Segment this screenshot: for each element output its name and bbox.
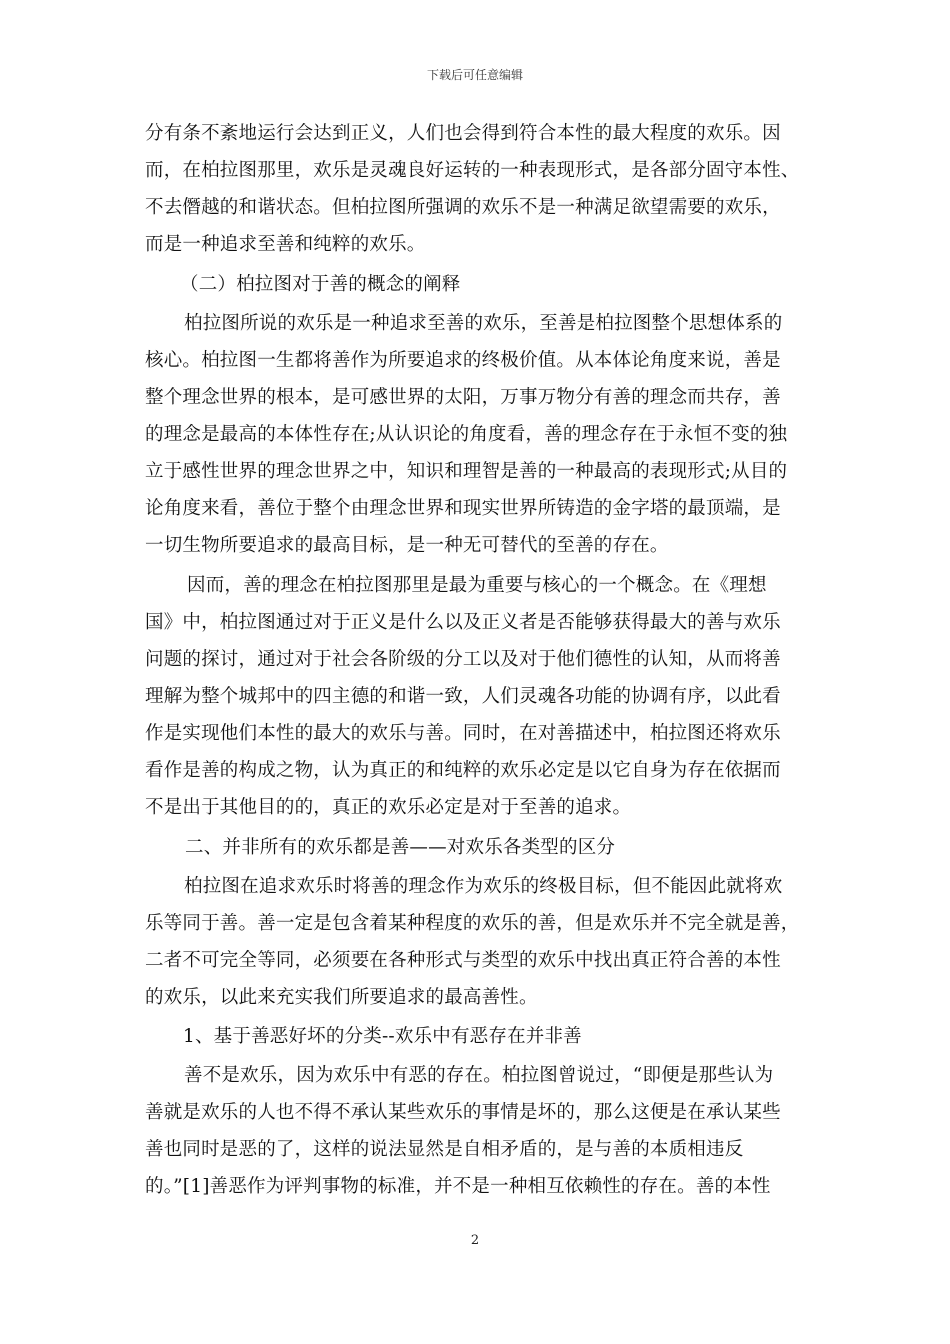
text-line: 分有条不紊地运行会达到正义，人们也会得到符合本性的最大程度的欢乐。因 — [145, 123, 781, 144]
text-line: 核心。柏拉图一生都将善作为所要追求的终极价值。从本体论角度来说，善是 — [145, 350, 781, 371]
text-line: 论角度来看，善位于整个由理念世界和现实世界所铸造的金字塔的最顶端，是 — [145, 498, 781, 519]
text-line: 二者不可完全等同，必须要在各种形式与类型的欢乐中找出真正符合善的本性 — [145, 950, 781, 971]
text-line: 的欢乐，以此来充实我们所要追求的最高善性。 — [145, 987, 538, 1008]
section-heading: 二、并非所有的欢乐都是善——对欢乐各类型的区分 — [185, 837, 616, 858]
text-line: 不去僭越的和谐状态。但柏拉图所强调的欢乐不是一种满足欲望需要的欢乐， — [145, 197, 781, 218]
text-line: 因而，善的理念在柏拉图那里是最为重要与核心的一个概念。在《理想 — [187, 575, 767, 596]
text-line: 善不是欢乐，因为欢乐中有恶的存在。柏拉图曾说过，“即便是那些认为 — [184, 1065, 774, 1086]
text-line: 整个理念世界的根本，是可感世界的太阳，万事万物分有善的理念而共存，善 — [145, 387, 781, 408]
text-line: 不是出于其他目的的，真正的欢乐必定是对于至善的追求。 — [145, 797, 632, 818]
section-heading: （二）柏拉图对于善的概念的阐释 — [180, 274, 461, 295]
text-line: 善就是欢乐的人也不得不承认某些欢乐的事情是坏的，那么这便是在承认某些 — [145, 1102, 781, 1123]
text-line: 而是一种追求至善和纯粹的欢乐。 — [145, 234, 426, 255]
text-line: 一切生物所要追求的最高目标，是一种无可替代的至善的存在。 — [145, 535, 669, 556]
text-line: 的理念是最高的本体性存在;从认识论的角度看，善的理念存在于永恒不变的独 — [145, 424, 788, 445]
text-line: 善也同时是恶的了，这样的说法显然是自相矛盾的，是与善的本质相违反 — [145, 1139, 744, 1160]
text-line: 看作是善的构成之物，认为真正的和纯粹的欢乐必定是以它自身为存在依据而 — [145, 760, 781, 781]
text-line: 而，在柏拉图那里，欢乐是灵魂良好运转的一种表现形式，是各部分固守本性、 — [145, 160, 800, 181]
text-line: 的。”[1]善恶作为评判事物的标准，并不是一种相互依赖性的存在。善的本性 — [145, 1176, 771, 1197]
text-line: 柏拉图所说的欢乐是一种追求至善的欢乐，至善是柏拉图整个思想体系的 — [184, 313, 783, 334]
page-number: 2 — [470, 1233, 480, 1248]
subsection-heading: 1、基于善恶好坏的分类--欢乐中有恶存在并非善 — [183, 1026, 582, 1047]
text-line: 作是实现他们本性的最大的欢乐与善。同时，在对善描述中，柏拉图还将欢乐 — [145, 723, 781, 744]
text-line: 柏拉图在追求欢乐时将善的理念作为欢乐的终极目标，但不能因此就将欢 — [184, 876, 783, 897]
text-line: 国》中，柏拉图通过对于正义是什么以及正义者是否能够获得最大的善与欢乐 — [145, 612, 781, 633]
text-line: 理解为整个城邦中的四主德的和谐一致，人们灵魂各功能的协调有序，以此看 — [145, 686, 781, 707]
text-line: 问题的探讨，通过对于社会各阶级的分工以及对于他们德性的认知，从而将善 — [145, 649, 781, 670]
text-line: 乐等同于善。善一定是包含着某种程度的欢乐的善，但是欢乐并不完全就是善， — [145, 913, 800, 934]
text-line: 立于感性世界的理念世界之中，知识和理智是善的一种最高的表现形式;从目的 — [145, 461, 788, 482]
page-header: 下载后可任意编辑 — [426, 68, 523, 82]
